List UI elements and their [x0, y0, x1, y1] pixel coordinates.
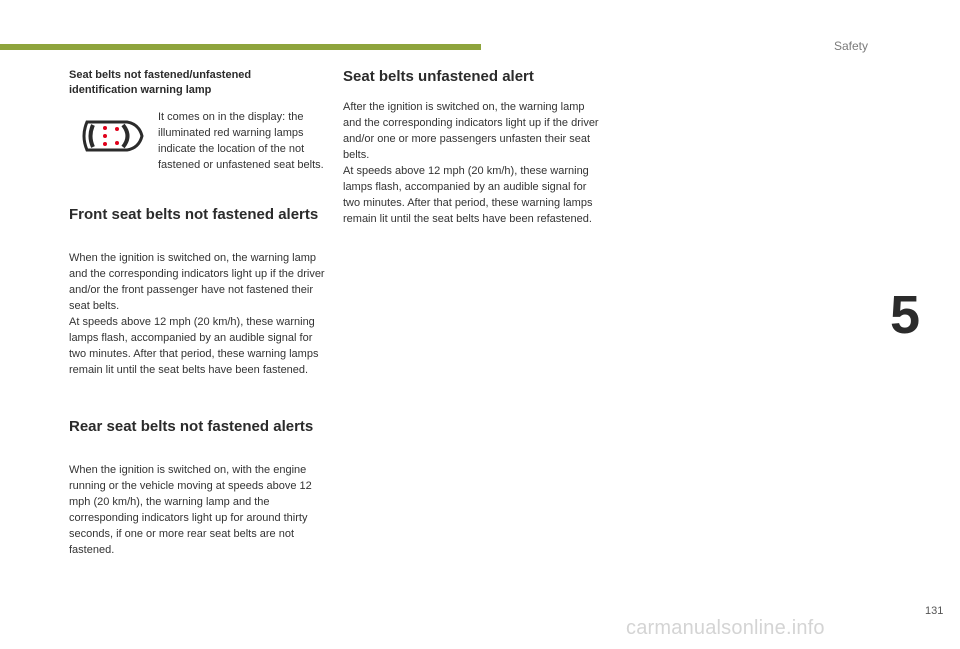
section-title: Safety — [834, 39, 869, 53]
front-alerts-heading: Front seat belts not fastened alerts — [69, 206, 319, 223]
page-number: 131 — [925, 605, 944, 617]
seatbelt-warning-car-icon — [79, 116, 145, 156]
header-accent-bar — [0, 44, 481, 50]
seat-indicator-front-right — [115, 141, 119, 145]
lamp-title: Seat belts not fastened/unfastened identification warning lamp — [69, 69, 252, 96]
rear-alerts-heading: Rear seat belts not fastened alerts — [69, 418, 314, 435]
front-alerts-paragraph: When the ignition is switched on, the warning lamp and the corresponding indicators light up if the driver and/or the front passenger have not fastened their seat belts. At speeds above 12 mph (20 km/h), these warning lamps flash, accompanied by an audible signal for two minutes. After that period, these warning lamps remain lit until the seat belts have been fastened. — [69, 252, 325, 376]
rear-alerts-paragraph: When the ignition is switched on, with the engine running or the vehicle moving at speeds above 12 mph (20 km/h), the warning lamp and the corresponding indicators light up for around thirty seconds, if one or more rear seat belts are not fastened. — [69, 464, 312, 556]
seat-indicator-rear-left — [103, 126, 107, 130]
chapter-number: 5 — [890, 285, 921, 345]
seat-indicator-front-left — [115, 127, 119, 131]
seat-indicator-rear-middle — [103, 134, 107, 138]
unfastened-alert-heading: Seat belts unfastened alert — [343, 68, 534, 85]
watermark: carmanualsonline.info — [626, 617, 825, 639]
seat-indicator-rear-right — [103, 142, 107, 146]
unfastened-alert-paragraph: After the ignition is switched on, the warning lamp and the corresponding indicators light up if the driver and/or one or more passengers unfasten their seat belts. At speeds above 12 mph (20 km/h), these warning lamps flash, accompanied by an audible signal for two minutes. After that period, these warning lamps remain lit until the seat belts have been refastened. — [343, 101, 599, 225]
lamp-description: It comes on in the display: the illuminated red warning lamps indicate the location of the not fastened or unfastened seat belts. — [158, 111, 324, 171]
